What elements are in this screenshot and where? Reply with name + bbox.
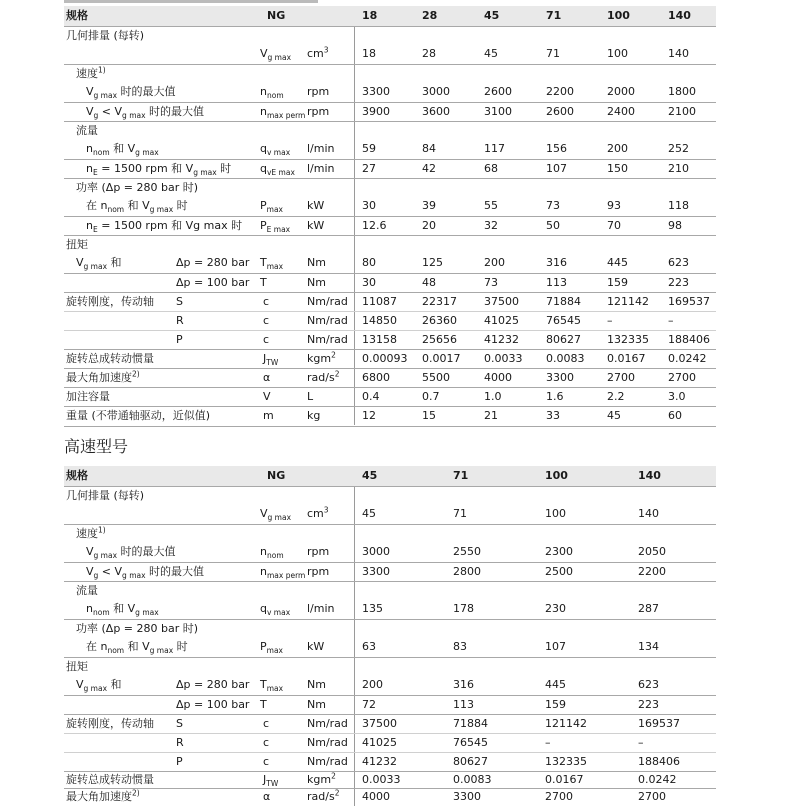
value: 150	[607, 162, 628, 175]
symbol: $q_{v max}$	[260, 602, 291, 618]
value: 140	[668, 47, 689, 60]
header-spec: 规格	[66, 9, 88, 22]
value: 188406	[638, 755, 680, 768]
unit: Nm	[307, 256, 326, 269]
header-ng: NG	[267, 469, 286, 482]
value: 3300	[362, 565, 390, 578]
value: 2.2	[607, 390, 625, 403]
unit: rpm	[307, 565, 330, 578]
unit: rpm	[307, 85, 330, 98]
row-torque-label	[64, 235, 716, 255]
row-torque-280	[64, 254, 716, 273]
symbol: $P_{E max}$	[260, 219, 291, 235]
value: 113	[546, 276, 567, 289]
row-flow-max	[64, 600, 716, 619]
value: –	[607, 314, 613, 327]
value: 18	[362, 47, 376, 60]
symbol: c	[263, 755, 270, 768]
row-label: 重量 (不带通轴驱动，近似值)	[66, 409, 211, 422]
value: 2050	[638, 545, 666, 558]
value: 73	[546, 199, 560, 212]
value: 4000	[362, 790, 390, 803]
row-speed-max-perm	[64, 562, 716, 582]
row-speed-nom	[64, 83, 716, 102]
header-size: 140	[668, 9, 691, 22]
symbol: $n_{nom}$	[260, 85, 284, 101]
value: 0.0017	[422, 352, 461, 365]
row-power-label	[64, 619, 716, 639]
row-label: 几何排量 (每转)	[66, 489, 145, 502]
row-label: 几何排量 (每转)	[66, 29, 145, 42]
row-desc: $V_{g max}$ 和	[76, 256, 122, 272]
unit: kW	[307, 219, 325, 232]
symbol: c	[263, 314, 270, 327]
row-power-e	[64, 216, 716, 236]
value: 113	[453, 698, 474, 711]
row-torque-100	[64, 273, 716, 293]
value: 121142	[545, 717, 587, 730]
value: 159	[545, 698, 566, 711]
value: 41232	[484, 333, 519, 346]
value: 2600	[484, 85, 512, 98]
value: 623	[638, 678, 659, 691]
unit: Nm/rad	[307, 736, 348, 749]
symbol: $n_{nom}$	[260, 545, 284, 561]
row-desc: $V_{g max}$ 时的最大值	[86, 85, 176, 101]
value: 6800	[362, 371, 390, 384]
value: 2200	[638, 565, 666, 578]
value: 0.0033	[484, 352, 523, 365]
unit: l/min	[307, 142, 335, 155]
value: 25656	[422, 333, 457, 346]
symbol: $V_{g max}$	[260, 507, 292, 523]
value: 125	[422, 256, 443, 269]
row-flow-e	[64, 159, 716, 179]
row-desc: $n_E = 1500$ rpm 和 $V_{g max}$ 时	[86, 162, 232, 178]
value: 63	[362, 640, 376, 653]
value: 0.0242	[668, 352, 707, 365]
value: 1800	[668, 85, 696, 98]
value: 2500	[545, 565, 573, 578]
row-inertia	[64, 771, 716, 789]
value: 3.0	[668, 390, 686, 403]
value: 71884	[453, 717, 488, 730]
unit: $cm^3$	[307, 45, 329, 60]
row-desc: $V_g < V_{g max}$ 时的最大值	[86, 105, 205, 121]
value: 445	[545, 678, 566, 691]
row-desc: 在 $n_{nom}$ 和 $V_{g max}$ 时	[86, 640, 188, 656]
value: 252	[668, 142, 689, 155]
value: 55	[484, 199, 498, 212]
row-stiffness-p	[64, 330, 716, 350]
value: 118	[668, 199, 689, 212]
symbol: α	[263, 790, 271, 803]
value: 3000	[362, 545, 390, 558]
value: 41025	[362, 736, 397, 749]
row-label: 最大角加速度$^{2)}$	[66, 788, 140, 803]
row-angular-accel	[64, 788, 716, 806]
header-size: 18	[362, 9, 378, 22]
symbol: $P_{max}$	[260, 640, 283, 656]
value: 210	[668, 162, 689, 175]
row-torque-280	[64, 676, 716, 695]
shaft: R	[176, 736, 184, 749]
value: 12	[362, 409, 376, 422]
row-desc: $V_{g max}$ 时的最大值	[86, 545, 176, 561]
shaft: S	[176, 295, 183, 308]
value: 2700	[545, 790, 573, 803]
row-speed-nom	[64, 543, 716, 562]
header-size: 100	[545, 469, 568, 482]
value: 287	[638, 602, 659, 615]
value: 200	[362, 678, 383, 691]
value: 28	[422, 47, 436, 60]
value: 2200	[546, 85, 574, 98]
value: 4000	[484, 371, 512, 384]
unit: Nm/rad	[307, 295, 348, 308]
value: 26360	[422, 314, 457, 327]
value: 223	[668, 276, 689, 289]
symbol: $J_{TW}$	[263, 773, 279, 789]
row-flow-label	[64, 581, 716, 601]
row-label: 加注容量	[66, 390, 110, 403]
value: 70	[607, 219, 621, 232]
value: 100	[545, 507, 566, 520]
unit: l/min	[307, 602, 335, 615]
value: 73	[484, 276, 498, 289]
unit: kgm$^2$	[307, 771, 336, 786]
header-size: 45	[362, 469, 378, 482]
row-displacement-label	[64, 26, 716, 46]
value: 30	[362, 199, 376, 212]
header-spec: 规格	[66, 469, 88, 482]
value: 1.0	[484, 390, 502, 403]
unit: rpm	[307, 105, 330, 118]
value: 12.6	[362, 219, 387, 232]
value: 14850	[362, 314, 397, 327]
symbol: T	[260, 698, 267, 711]
value: 121142	[607, 295, 649, 308]
row-stiffness-s	[64, 292, 716, 312]
value: 0.4	[362, 390, 380, 403]
value: 30	[362, 276, 376, 289]
value: 72	[362, 698, 376, 711]
value: 132335	[545, 755, 587, 768]
value: 3600	[422, 105, 450, 118]
value: 45	[362, 507, 376, 520]
value: 80627	[453, 755, 488, 768]
value: 2000	[607, 85, 635, 98]
row-label: 功率 (Δp = 280 bar 时)	[76, 181, 199, 194]
value: 132335	[607, 333, 649, 346]
value: 623	[668, 256, 689, 269]
value: 80627	[546, 333, 581, 346]
row-label: 速度$^{1)}$	[76, 525, 106, 540]
value: 107	[546, 162, 567, 175]
row-desc: $V_{g max}$ 和	[76, 678, 122, 694]
value: 71	[546, 47, 560, 60]
value: 135	[362, 602, 383, 615]
unit: kgm$^2$	[307, 350, 336, 365]
row-label: 旋转刚度，传动轴	[66, 295, 154, 308]
value: 37500	[484, 295, 519, 308]
symbol: m	[263, 409, 274, 422]
row-torque-label	[64, 657, 716, 677]
value: 2300	[545, 545, 573, 558]
value: 2800	[453, 565, 481, 578]
value: 41025	[484, 314, 519, 327]
unit: Nm/rad	[307, 314, 348, 327]
value: 169537	[668, 295, 710, 308]
value: 2400	[607, 105, 635, 118]
shaft: S	[176, 717, 183, 730]
row-power-max	[64, 197, 716, 216]
symbol: c	[263, 333, 270, 346]
table-header-row	[64, 466, 716, 486]
value: 2100	[668, 105, 696, 118]
row-weight	[64, 406, 716, 427]
row-stiffness-r	[64, 733, 716, 753]
value: 200	[607, 142, 628, 155]
value: 13158	[362, 333, 397, 346]
symbol: $V_{g max}$	[260, 47, 292, 63]
value: 22317	[422, 295, 457, 308]
value: 107	[545, 640, 566, 653]
value: 48	[422, 276, 436, 289]
symbol: $T_{max}$	[260, 256, 284, 272]
value: 230	[545, 602, 566, 615]
value: 223	[638, 698, 659, 711]
symbol: V	[263, 390, 271, 403]
value: 3000	[422, 85, 450, 98]
value: 3900	[362, 105, 390, 118]
row-stiffness-p	[64, 752, 716, 772]
header-ng: NG	[267, 9, 286, 22]
unit: kg	[307, 409, 321, 422]
table-header-row	[64, 6, 716, 26]
row-flow-max	[64, 140, 716, 159]
value: 37500	[362, 717, 397, 730]
value: 41232	[362, 755, 397, 768]
row-desc: $n_{nom}$ 和 $V_{g max}$	[86, 142, 159, 158]
symbol: c	[263, 736, 270, 749]
value: 98	[668, 219, 682, 232]
value: 0.0033	[362, 773, 401, 786]
row-desc: 在 $n_{nom}$ 和 $V_{g max}$ 时	[86, 199, 188, 215]
row-label: 流量	[76, 124, 98, 137]
value: 0.0167	[545, 773, 584, 786]
value: 0.7	[422, 390, 440, 403]
header-size: 71	[546, 9, 562, 22]
header-size: 100	[607, 9, 630, 22]
value: 0.0167	[607, 352, 646, 365]
row-label: 速度$^{1)}$	[76, 65, 106, 80]
condition: Δp = 100 bar	[176, 276, 250, 289]
value: 71884	[546, 295, 581, 308]
row-desc: $n_{nom}$ 和 $V_{g max}$	[86, 602, 159, 618]
value: 1.6	[546, 390, 564, 403]
unit: rpm	[307, 545, 330, 558]
row-label: 扭矩	[66, 238, 88, 251]
row-label: 旋转总成转动惯量	[66, 773, 154, 786]
symbol: c	[263, 295, 270, 308]
section-title: 高速型号	[64, 437, 129, 456]
symbol: $n_{max perm}$	[260, 565, 306, 581]
row-torque-100	[64, 695, 716, 715]
value: 200	[484, 256, 505, 269]
header-size: 71	[453, 469, 469, 482]
unit: kW	[307, 640, 325, 653]
value: 117	[484, 142, 505, 155]
row-flow-label	[64, 121, 716, 141]
value: 83	[453, 640, 467, 653]
row-angular-accel	[64, 368, 716, 388]
value: 159	[607, 276, 628, 289]
value: 60	[668, 409, 682, 422]
row-label: 最大角加速度$^{2)}$	[66, 369, 140, 384]
value: 140	[638, 507, 659, 520]
unit: Nm/rad	[307, 755, 348, 768]
value: 2600	[546, 105, 574, 118]
row-label: 扭矩	[66, 660, 88, 673]
value: 84	[422, 142, 436, 155]
symbol: $T_{max}$	[260, 678, 284, 694]
value: 316	[546, 256, 567, 269]
value: 33	[546, 409, 560, 422]
row-displacement	[64, 45, 716, 64]
value: 39	[422, 199, 436, 212]
value: 0.00093	[362, 352, 408, 365]
value: 76545	[453, 736, 488, 749]
value: 76545	[546, 314, 581, 327]
symbol: c	[263, 717, 270, 730]
value: –	[545, 736, 551, 749]
unit: Nm	[307, 698, 326, 711]
value: 59	[362, 142, 376, 155]
condition: Δp = 280 bar	[176, 256, 250, 269]
symbol: $q_{v max}$	[260, 142, 291, 158]
symbol: T	[260, 276, 267, 289]
row-displacement-label	[64, 486, 716, 506]
value: 5500	[422, 371, 450, 384]
unit: L	[307, 390, 314, 403]
row-stiffness-r	[64, 311, 716, 331]
value: 68	[484, 162, 498, 175]
condition: Δp = 280 bar	[176, 678, 250, 691]
value: 178	[453, 602, 474, 615]
value: 316	[453, 678, 474, 691]
value: 45	[607, 409, 621, 422]
value: 100	[607, 47, 628, 60]
value: 0.0242	[638, 773, 677, 786]
row-speed-max-perm	[64, 102, 716, 122]
value: 50	[546, 219, 560, 232]
row-displacement	[64, 505, 716, 524]
header-size: 28	[422, 9, 438, 22]
unit: rad/$s^2$	[307, 788, 340, 803]
row-inertia	[64, 349, 716, 369]
value: 2700	[607, 371, 635, 384]
value: 80	[362, 256, 376, 269]
value: 2700	[638, 790, 666, 803]
unit: kW	[307, 199, 325, 212]
value: 169537	[638, 717, 680, 730]
value: 188406	[668, 333, 710, 346]
row-label: 功率 (Δp = 280 bar 时)	[76, 622, 199, 635]
shaft: R	[176, 314, 184, 327]
value: 2550	[453, 545, 481, 558]
value: 3300	[453, 790, 481, 803]
row-speed-label	[64, 524, 716, 544]
cropped-caption-strip	[64, 0, 318, 3]
unit: Nm/rad	[307, 333, 348, 346]
unit: l/min	[307, 162, 335, 175]
value: 0.0083	[546, 352, 585, 365]
value: 134	[638, 640, 659, 653]
row-stiffness-s	[64, 714, 716, 734]
unit: Nm	[307, 276, 326, 289]
value: 3300	[362, 85, 390, 98]
value: 11087	[362, 295, 397, 308]
unit: rad/$s^2$	[307, 369, 340, 384]
value: –	[668, 314, 674, 327]
value: 0.0083	[453, 773, 492, 786]
symbol: $n_{max perm}$	[260, 105, 306, 121]
unit: $cm^3$	[307, 505, 329, 520]
value: 45	[484, 47, 498, 60]
symbol: $J_{TW}$	[263, 352, 279, 368]
shaft: P	[176, 333, 183, 346]
value: 93	[607, 199, 621, 212]
value: 15	[422, 409, 436, 422]
header-size: 45	[484, 9, 500, 22]
row-desc: $V_g < V_{g max}$ 时的最大值	[86, 565, 205, 581]
value: 32	[484, 219, 498, 232]
value: 20	[422, 219, 436, 232]
symbol: $q_{vE max}$	[260, 162, 295, 178]
row-speed-label	[64, 64, 716, 84]
value: 3300	[546, 371, 574, 384]
symbol: $P_{max}$	[260, 199, 283, 215]
value: 21	[484, 409, 498, 422]
row-power-label	[64, 178, 716, 198]
value: 445	[607, 256, 628, 269]
unit: Nm	[307, 678, 326, 691]
shaft: P	[176, 755, 183, 768]
condition: Δp = 100 bar	[176, 698, 250, 711]
header-size: 140	[638, 469, 661, 482]
value: 3100	[484, 105, 512, 118]
value: 2700	[668, 371, 696, 384]
symbol: α	[263, 371, 271, 384]
row-power-max	[64, 638, 716, 657]
row-label: 旋转总成转动惯量	[66, 352, 154, 365]
value: 42	[422, 162, 436, 175]
value: 27	[362, 162, 376, 175]
value: 156	[546, 142, 567, 155]
row-label: 旋转刚度，传动轴	[66, 717, 154, 730]
value: –	[638, 736, 644, 749]
unit: Nm/rad	[307, 717, 348, 730]
row-desc: $n_E = 1500$ rpm 和 Vg max 时	[86, 219, 243, 235]
row-fill-volume	[64, 387, 716, 407]
value: 71	[453, 507, 467, 520]
row-label: 流量	[76, 584, 98, 597]
